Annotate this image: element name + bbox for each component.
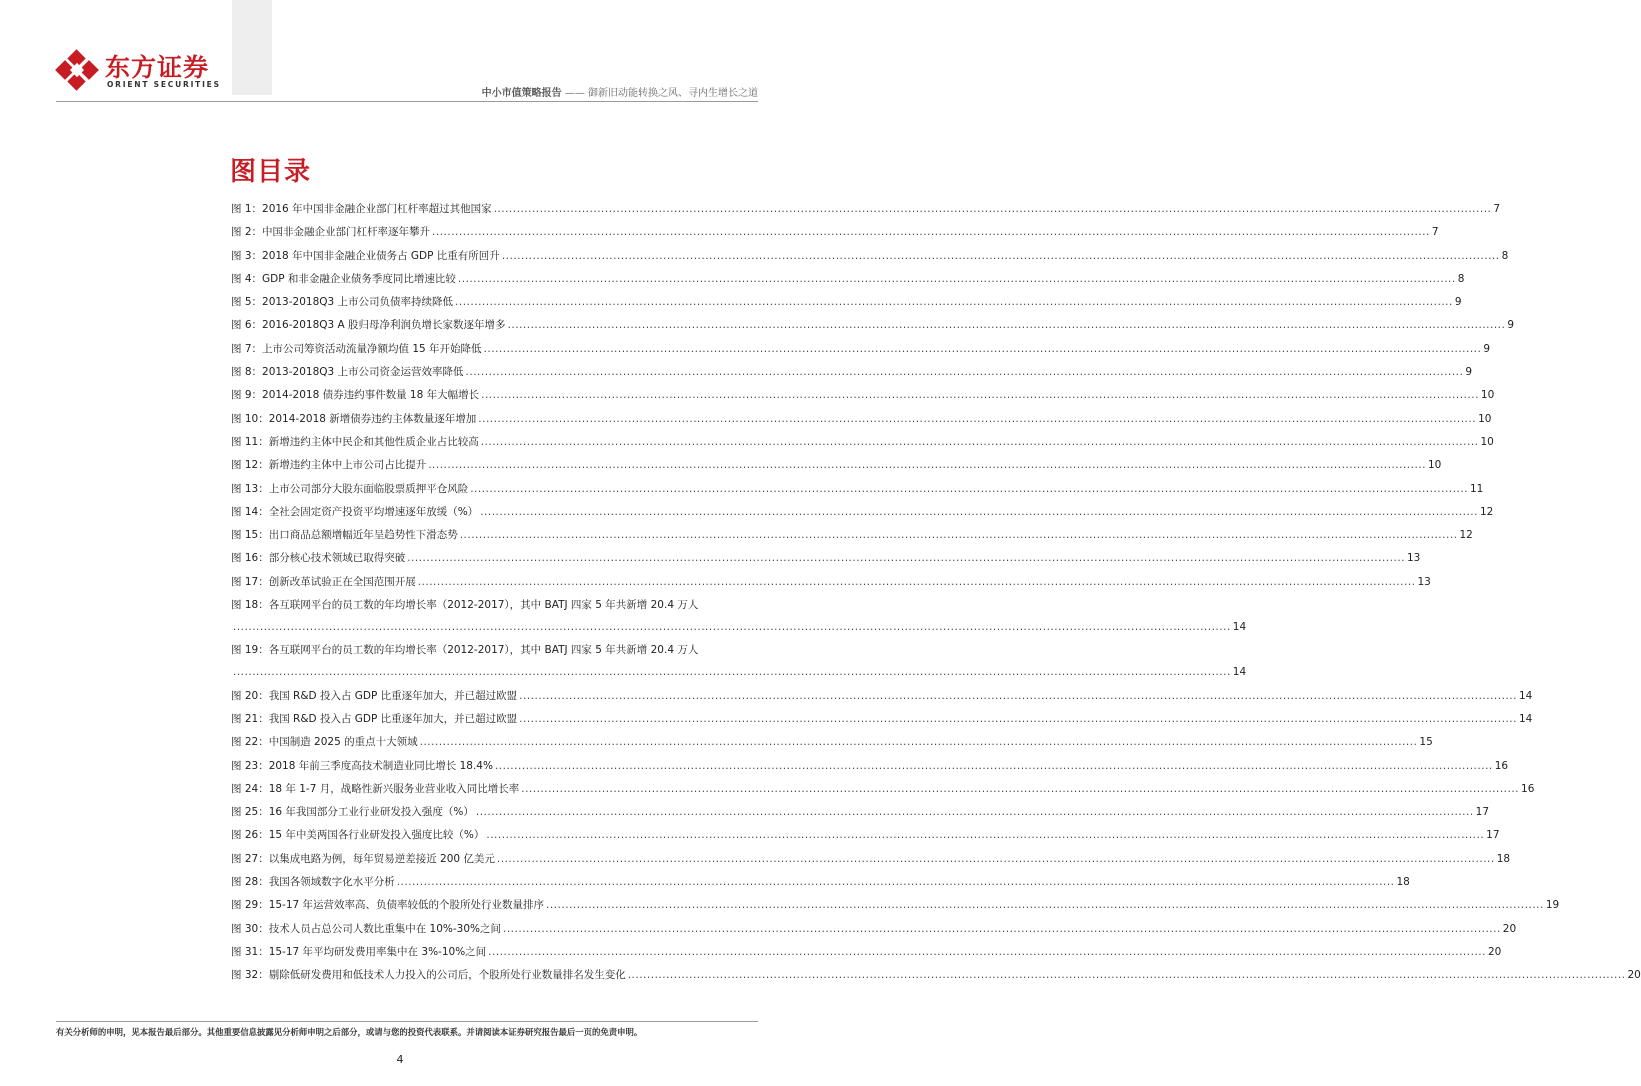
toc-leader-dots: .................................................................................................................................................................................................................................................................... xyxy=(519,689,1517,702)
toc-page-number: 17 xyxy=(1475,806,1490,819)
toc-page-number: 9 xyxy=(1465,366,1473,379)
toc-entry-title: 图 13：上市公司部分大股东面临股票质押平仓风险 xyxy=(231,482,469,495)
toc-page-number: 14 xyxy=(1232,666,1247,679)
report-type: 中小市值策略报告 xyxy=(481,88,562,99)
toc-page-number: 19 xyxy=(1545,899,1560,912)
toc-page-number: 20 xyxy=(1487,945,1502,958)
toc-page-number: 20 xyxy=(1627,969,1641,982)
orient-logo-icon xyxy=(55,48,99,92)
toc-page-number: 14 xyxy=(1518,689,1533,702)
toc-page-number: 17 xyxy=(1486,829,1500,842)
toc-entry-title: 图 7：上市公司筹资活动流量净额均值 15 年开始降低 xyxy=(231,342,482,355)
toc-leader-dots: .................................................................................................................................................................................................................................................................... xyxy=(419,736,1418,749)
footer-divider xyxy=(56,1021,758,1022)
toc-leader-dots: .................................................................................................................................................................................................................................................................... xyxy=(459,529,1458,542)
toc-entry-title: 图 28：我国各领域数字化水平分析 xyxy=(231,876,395,889)
toc-page-number: 10 xyxy=(1480,389,1495,402)
toc-entry[interactable] xyxy=(231,899,1560,912)
toc-entry[interactable] xyxy=(231,644,1247,679)
toc-entry[interactable] xyxy=(231,552,1421,565)
toc-entry[interactable] xyxy=(231,342,1491,355)
toc-entry[interactable] xyxy=(231,852,1511,865)
toc-entry-title: 图 5：2013-2018Q3 上市公司负债率持续降低 xyxy=(231,296,454,309)
toc-entry-title: 图 26：15 年中美两国各行业研发投入强度比较（%） xyxy=(231,829,485,842)
toc-leader-dots: .................................................................................................................................................................................................................................................................... xyxy=(417,575,1416,588)
header-accent-band xyxy=(232,0,272,95)
toc-entry-title: 图 24：18 年 1-7 月，战略性新兴服务业营业收入同比增长率 xyxy=(231,782,520,795)
toc-entry[interactable] xyxy=(231,459,1442,472)
toc-entry-title: 图 32：剔除低研发费用和低技术人力投入的公司后，个股所处行业数量排名发生变化 xyxy=(231,969,626,982)
toc-page-number: 8 xyxy=(1457,272,1465,285)
toc-leader-dots: .................................................................................................................................................................................................................................................................... xyxy=(488,945,1486,958)
toc-leader-dots: .................................................................................................................................................................................................................................................................... xyxy=(546,899,1544,912)
toc-entry[interactable] xyxy=(231,782,1535,795)
toc-leader-dots: .................................................................................................................................................................................................................................................................... xyxy=(465,366,1464,379)
toc-page-number: 13 xyxy=(1407,552,1421,565)
toc-leader-dots: .................................................................................................................................................................................................................................................................... xyxy=(407,552,1405,565)
toc-entry[interactable] xyxy=(231,505,1494,518)
report-header xyxy=(482,84,758,99)
toc-page-number: 10 xyxy=(1478,412,1492,425)
toc-page-number: 12 xyxy=(1479,505,1494,518)
toc-leader-dots: .................................................................................................................................................................................................................................................................... xyxy=(428,459,1426,472)
toc-leader-dots: .................................................................................................................................................................................................................................................................... xyxy=(501,249,1500,262)
toc-leader-dots: .................................................................................................................................................................................................................................................................... xyxy=(483,342,1482,355)
toc-entry[interactable] xyxy=(231,296,1462,309)
toc-entry-title: 图 20：我国 R&D 投入占 GDP 比重逐年加大，并已超过欧盟 xyxy=(231,689,518,702)
toc-entry[interactable] xyxy=(231,412,1492,425)
toc-leader-dots: .................................................................................................................................................................................................................................................................... xyxy=(480,435,1479,448)
toc-leader-dots: .................................................................................................................................................................................................................................................................... xyxy=(627,969,1626,982)
toc-leader-dots: .................................................................................................................................................................................................................................................................... xyxy=(396,876,1395,889)
toc-page-number: 9 xyxy=(1454,296,1462,309)
toc-page-number: 18 xyxy=(1496,852,1511,865)
toc-page-number: 8 xyxy=(1501,249,1509,262)
brand-logo xyxy=(55,48,225,98)
toc-leader-dots: .................................................................................................................................................................................................................................................................... xyxy=(457,272,1456,285)
toc-leader-dots: .................................................................................................................................................................................................................................................................... xyxy=(470,482,1468,495)
toc-entry-title: 图 8：2013-2018Q3 上市公司资金运营效率降低 xyxy=(231,366,464,379)
toc-entry[interactable] xyxy=(231,435,1494,448)
toc-entry-title: 图 10：2014-2018 新增债券违约主体数量逐年增加 xyxy=(231,412,477,425)
toc-entry-title: 图 18：各互联网平台的员工数的年均增长率（2012-2017），其中 BATJ 四家 5 年共新增 20.4 万人 xyxy=(231,599,699,612)
toc-entry-title: 图 23：2018 年前三季度高技术制造业同比增长 18.4% xyxy=(231,759,493,772)
toc-entry-title: 图 4：GDP 和非金融企业债务季度同比增速比较 xyxy=(231,272,456,285)
toc-entry-title: 图 29：15-17 年运营效率高、负债率较低的个股所处行业数量排序 xyxy=(231,899,545,912)
toc-entry[interactable] xyxy=(231,829,1500,842)
toc-entry[interactable] xyxy=(231,876,1410,889)
toc-entry-title: 图 2：中国非金融企业部门杠杆率逐年攀升 xyxy=(231,226,431,239)
brand-name-en: ORIENT SECURITIES xyxy=(107,80,221,89)
toc-entry[interactable] xyxy=(231,482,1484,495)
toc-entry[interactable] xyxy=(231,922,1517,935)
toc-entry-title: 图 15：出口商品总额增幅近年呈趋势性下滑态势 xyxy=(231,529,458,542)
toc-entry[interactable] xyxy=(231,689,1533,702)
page-number: 4 xyxy=(396,1053,404,1066)
toc-page-number: 13 xyxy=(1417,575,1431,588)
toc-page-number: 12 xyxy=(1459,529,1473,542)
toc-leader-dots: .................................................................................................................................................................................................................................................................... xyxy=(503,922,1501,935)
toc-leader-dots: .................................................................................................................................................................................................................................................................... xyxy=(493,203,1492,215)
toc-entry-title: 图 3：2018 年中国非金融企业债务占 GDP 比重有所回升 xyxy=(231,249,500,262)
toc-leader-dots: .................................................................................................................................................................................................................................................................... xyxy=(455,296,1453,309)
toc-page-number: 15 xyxy=(1419,736,1433,749)
toc-leader-dots: .................................................................................................................................................................................................................................................................... xyxy=(519,712,1517,725)
toc-entry[interactable] xyxy=(231,969,1641,982)
toc-leader-dots: .................................................................................................................................................................................................................................................................... xyxy=(496,852,1495,865)
toc-page-number: 16 xyxy=(1521,782,1535,795)
toc-page-number: 11 xyxy=(1470,482,1484,495)
page-title: 图目录 xyxy=(230,157,312,187)
toc-entry[interactable] xyxy=(231,249,1509,262)
toc-leader-dots: .................................................................................................................................................................................................................................................................... xyxy=(233,666,1231,679)
toc-leader-dots: .................................................................................................................................................................................................................................................................... xyxy=(432,226,1430,239)
toc-entry[interactable] xyxy=(231,529,1473,542)
toc-entry-title: 图 1：2016 年中国非金融企业部门杠杆率超过其他国家 xyxy=(231,203,492,215)
toc-entry-title: 图 30：技术人员占总公司人数比重集中在 10%-30%之间 xyxy=(231,922,501,935)
footer-disclaimer: 有关分析师的申明，见本报告最后部分。其他重要信息披露见分析师申明之后部分，或请与您的投资代表联系。并请阅读本证券研究报告最后一页的免责申明。 xyxy=(56,1027,643,1037)
toc-entry[interactable] xyxy=(231,389,1495,402)
toc-leader-dots: .................................................................................................................................................................................................................................................................... xyxy=(494,759,1493,772)
toc-page-number: 14 xyxy=(1518,712,1533,725)
toc-entry[interactable] xyxy=(231,319,1515,332)
brand-name-cn: 东方证券 xyxy=(105,53,210,82)
toc-entry[interactable] xyxy=(231,806,1490,819)
toc-leader-dots: .................................................................................................................................................................................................................................................................... xyxy=(233,621,1231,634)
toc-entry-title: 图 17：创新改革试验正在全国范围开展 xyxy=(231,575,416,588)
toc-entry-title: 图 21：我国 R&D 投入占 GDP 比重逐年加大，并已超过欧盟 xyxy=(231,712,518,725)
toc-entry-title: 图 27：以集成电路为例，每年贸易逆差接近 200 亿美元 xyxy=(231,852,495,865)
header-divider xyxy=(56,101,758,102)
toc-entry-title: 图 22：中国制造 2025 的重点十大领域 xyxy=(231,736,418,749)
toc-entry-title: 图 11：新增违约主体中民企和其他性质企业占比较高 xyxy=(231,435,479,448)
toc-entry[interactable] xyxy=(231,945,1502,958)
toc-page-number: 9 xyxy=(1483,342,1491,355)
toc-leader-dots: .................................................................................................................................................................................................................................................................... xyxy=(480,505,1478,518)
toc-entry[interactable] xyxy=(231,712,1533,725)
toc-page-number: 9 xyxy=(1507,319,1515,332)
toc-page-number: 18 xyxy=(1396,876,1410,889)
toc-entry[interactable] xyxy=(231,759,1509,772)
toc-entry-title: 图 19：各互联网平台的员工数的年均增长率（2012-2017），其中 BATJ 四家 5 年共新增 20.4 万人 xyxy=(231,644,699,657)
toc-leader-dots: .................................................................................................................................................................................................................................................................... xyxy=(521,782,1520,795)
report-subtitle: 御新旧动能转换之风、寻内生增长之道 xyxy=(588,88,758,99)
header-separator: —— xyxy=(561,88,588,99)
toc-entry-title: 图 9：2014-2018 债券违约事件数量 18 年大幅增长 xyxy=(231,389,480,402)
toc-leader-dots: .................................................................................................................................................................................................................................................................... xyxy=(475,806,1474,819)
toc-page-number: 20 xyxy=(1502,922,1517,935)
toc-page-number: 16 xyxy=(1494,759,1509,772)
toc-page-number: 10 xyxy=(1480,435,1494,448)
toc-entry-title: 图 14：全社会固定资产投资平均增速逐年放缓（%） xyxy=(231,505,479,518)
toc-leader-dots: .................................................................................................................................................................................................................................................................... xyxy=(478,412,1477,425)
toc-page-number: 7 xyxy=(1431,226,1439,239)
toc-entry-title: 图 12：新增违约主体中上市公司占比提升 xyxy=(231,459,427,472)
toc-entry[interactable] xyxy=(231,575,1431,588)
toc-entry[interactable] xyxy=(231,272,1465,285)
toc-page-number: 10 xyxy=(1428,459,1442,472)
toc-entry[interactable] xyxy=(231,736,1433,749)
toc-entry-title: 图 16：部分核心技术领域已取得突破 xyxy=(231,552,406,565)
toc-page-number: 14 xyxy=(1232,621,1247,634)
toc-entry[interactable] xyxy=(231,203,1501,215)
figure-table-of-contents xyxy=(231,203,1641,993)
toc-entry[interactable] xyxy=(231,366,1473,379)
toc-leader-dots: .................................................................................................................................................................................................................................................................... xyxy=(507,319,1506,332)
toc-leader-dots: .................................................................................................................................................................................................................................................................... xyxy=(481,389,1479,402)
toc-entry[interactable] xyxy=(231,226,1439,239)
toc-entry-title: 图 6：2016-2018Q3 A 股归母净利润负增长家数逐年增多 xyxy=(231,319,506,332)
toc-entry-title: 图 25：16 年我国部分工业行业研发投入强度（%） xyxy=(231,806,474,819)
toc-page-number: 7 xyxy=(1493,203,1501,215)
toc-entry-title: 图 31：15-17 年平均研发费用率集中在 3%-10%之间 xyxy=(231,945,487,958)
toc-leader-dots: .................................................................................................................................................................................................................................................................... xyxy=(486,829,1485,842)
toc-entry[interactable] xyxy=(231,599,1247,634)
